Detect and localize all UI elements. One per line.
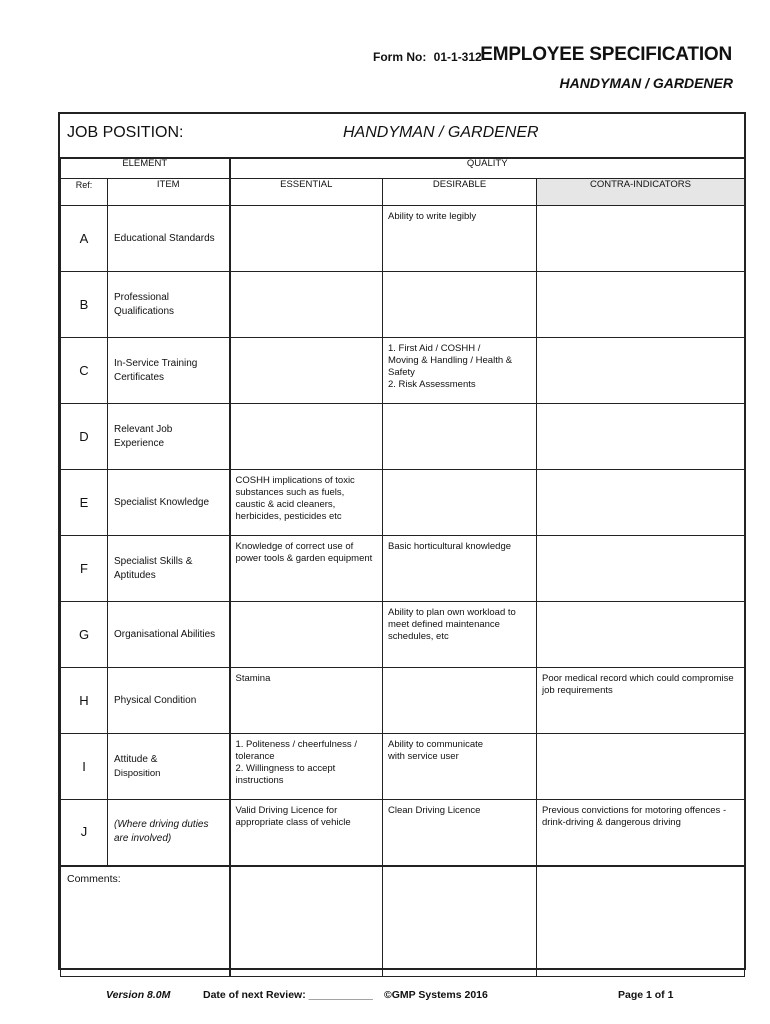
row-item-line: Disposition: [114, 767, 161, 779]
desirable-cell[interactable]: Ability to communicate with service user: [383, 734, 537, 800]
item-header: ITEM: [108, 179, 230, 206]
row-item: Specialist Knowledge: [108, 470, 230, 536]
desirable-cell[interactable]: [383, 404, 537, 470]
essential-cell[interactable]: [230, 272, 383, 338]
contra-cell[interactable]: Previous convictions for motoring offences - drink-driving & dangerous driving: [537, 800, 745, 866]
essential-cell[interactable]: Stamina: [230, 668, 383, 734]
desirable-cell[interactable]: Ability to plan own workload to meet defined maintenance schedules, etc: [383, 602, 537, 668]
table-row: [61, 800, 745, 866]
desirable-cell[interactable]: [383, 272, 537, 338]
row-ref: A: [61, 206, 108, 272]
contra-cell[interactable]: [537, 272, 745, 338]
comments-label[interactable]: Comments:: [61, 866, 230, 977]
row-ref: D: [61, 404, 108, 470]
comments-row: [61, 866, 745, 977]
footer-review-date: Date of next Review: ___________: [203, 989, 373, 1001]
table-row: [61, 536, 745, 602]
specification-table: [60, 157, 745, 977]
job-position-row: [60, 114, 744, 159]
desirable-cell[interactable]: [383, 668, 537, 734]
footer-version: Version 8.0M: [106, 989, 171, 1001]
comments-essential-cell[interactable]: [230, 866, 383, 977]
job-position-label: JOB POSITION:: [67, 124, 184, 141]
row-ref: G: [61, 602, 108, 668]
row-ref: C: [61, 338, 108, 404]
desirable-cell[interactable]: Basic horticultural knowledge: [383, 536, 537, 602]
document-title: EMPLOYEE SPECIFICATION: [480, 44, 732, 65]
essential-cell[interactable]: [230, 602, 383, 668]
row-item: Organisational Abilities: [108, 602, 230, 668]
element-header: ELEMENT: [61, 158, 230, 179]
header-row-columns: [61, 179, 745, 206]
row-item: Educational Standards: [108, 206, 230, 272]
table-row: [61, 272, 745, 338]
contra-cell[interactable]: Poor medical record which could compromise job requirements: [537, 668, 745, 734]
desirable-cell[interactable]: 1. First Aid / COSHH / Moving & Handling / Health & Safety 2. Risk Assessments: [383, 338, 537, 404]
row-item-line: Attitude &: [114, 753, 158, 765]
document-subtitle: HANDYMAN / GARDENER: [559, 75, 733, 91]
table-row: [61, 404, 745, 470]
desirable-cell[interactable]: Clean Driving Licence: [383, 800, 537, 866]
row-ref: B: [61, 272, 108, 338]
contra-cell[interactable]: [537, 470, 745, 536]
comments-desirable-cell[interactable]: [383, 866, 537, 977]
row-item: Specialist Skills & Aptitudes: [108, 536, 230, 602]
row-ref: F: [61, 536, 108, 602]
row-item: Relevant Job Experience: [108, 404, 230, 470]
row-item: [108, 734, 230, 800]
table-row: [61, 602, 745, 668]
contra-cell[interactable]: [537, 338, 745, 404]
essential-cell[interactable]: Valid Driving Licence for appropriate class of vehicle: [230, 800, 383, 866]
form-number-value: 01-1-312: [433, 50, 482, 64]
essential-header: ESSENTIAL: [230, 179, 383, 206]
row-ref: I: [61, 734, 108, 800]
table-row: [61, 734, 745, 800]
ref-header: Ref:: [61, 179, 108, 206]
table-row: [61, 668, 745, 734]
contra-cell[interactable]: [537, 602, 745, 668]
comments-contra-cell[interactable]: [537, 866, 745, 977]
essential-cell[interactable]: Knowledge of correct use of power tools & garden equipment: [230, 536, 383, 602]
row-item: Physical Condition: [108, 668, 230, 734]
form-number-label: Form No:: [373, 50, 427, 64]
contra-cell[interactable]: [537, 536, 745, 602]
contra-indicators-header: CONTRA-INDICATORS: [537, 179, 745, 206]
quality-header: QUALITY: [230, 158, 745, 179]
essential-cell[interactable]: 1. Politeness / cheerfulness / tolerance 2. Willingness to accept instructions: [230, 734, 383, 800]
specification-form: [58, 112, 746, 970]
table-row: [61, 338, 745, 404]
table-row: [61, 470, 745, 536]
footer-page-number: Page 1 of 1: [618, 989, 674, 1001]
desirable-cell[interactable]: [383, 470, 537, 536]
job-position-value: HANDYMAN / GARDENER: [343, 124, 539, 141]
table-row: [61, 206, 745, 272]
form-number-line: [373, 50, 482, 64]
desirable-cell[interactable]: Ability to write legibly: [383, 206, 537, 272]
footer-copyright: ©GMP Systems 2016: [384, 989, 488, 1001]
row-ref: J: [61, 800, 108, 866]
row-item: [108, 800, 230, 866]
contra-cell[interactable]: [537, 206, 745, 272]
row-item: Professional Qualifications: [108, 272, 230, 338]
contra-cell[interactable]: [537, 734, 745, 800]
essential-cell[interactable]: [230, 404, 383, 470]
essential-cell[interactable]: [230, 338, 383, 404]
row-item-text: (Where driving duties are involved): [114, 819, 209, 845]
row-ref: E: [61, 470, 108, 536]
header-row-groups: [61, 158, 745, 179]
essential-cell[interactable]: COSHH implications of toxic substances such as fuels, caustic & acid cleaners, herbicides, pesticides etc: [230, 470, 383, 536]
row-ref: H: [61, 668, 108, 734]
desirable-header: DESIRABLE: [383, 179, 537, 206]
row-item: In-Service Training Certificates: [108, 338, 230, 404]
contra-cell[interactable]: [537, 404, 745, 470]
essential-cell[interactable]: [230, 206, 383, 272]
